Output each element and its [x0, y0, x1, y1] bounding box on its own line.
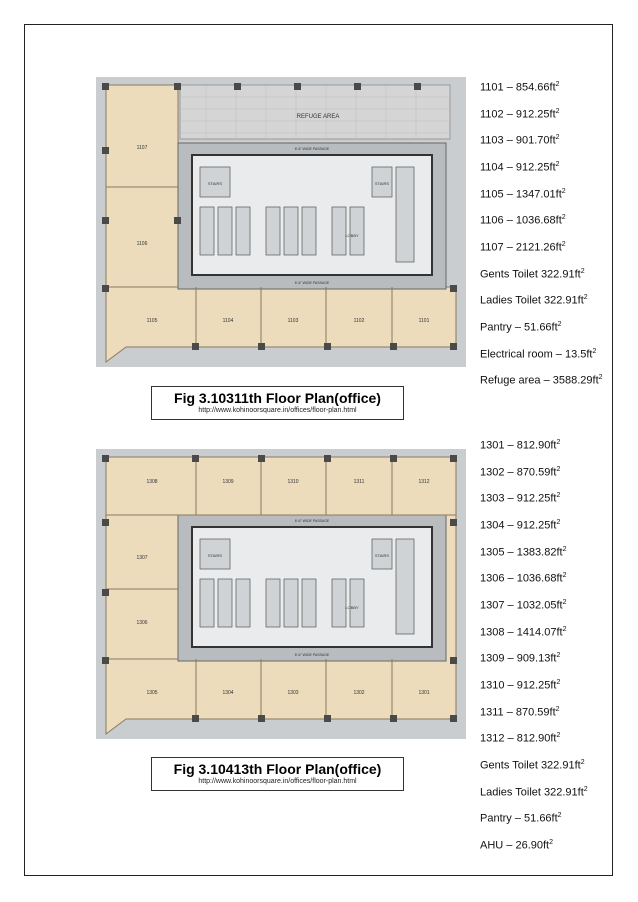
list-item: Gents Toilet $322.91ft^2$: [480, 267, 585, 281]
stairs-label-2: STAIRS: [374, 181, 390, 186]
unit-label: 1104: [222, 318, 234, 324]
list-item: $1311 - 870.59ft^2$: [480, 705, 560, 719]
fig1-caption-box: [151, 386, 404, 420]
fig2-caption-box: [151, 757, 404, 791]
fig1-caption: Fig 3.10311th Floor Plan(office): [174, 390, 381, 406]
fig1-source-url: http://www.kohinoorsquare.in/offices/floor-plan.html: [198, 407, 357, 414]
list-item: Ladies Toilet $322.91ft^2$: [480, 294, 588, 307]
fig2-source-url: http://www.kohinoorsquare.in/offices/floor-plan.html: [198, 778, 357, 785]
list-item: $1308 - 1414.07ft^2$: [480, 625, 567, 639]
list-item: $1102 - 912.25ft^2$: [480, 107, 560, 121]
list-item: AHU – $26.90ft^2$: [480, 838, 553, 852]
list-item: $1307 - 1032.05ft^2$: [480, 598, 567, 612]
passage-label-bottom: 6'-6" WIDE PASSAGE: [294, 281, 330, 285]
unit-label: 1307: [136, 555, 148, 561]
list-item: $1309 - 909.13ft^2$: [480, 652, 561, 665]
list-item: $1304 - 912.25ft^2$: [480, 518, 561, 532]
refuge-area-label: REFUGE AREA: [296, 114, 340, 120]
list-item: $1106 - 1036.68ft^2$: [480, 214, 566, 227]
unit-label: 1308: [146, 479, 158, 485]
passage-label-top: 6'-6" WIDE PASSAGE: [294, 519, 330, 523]
list-item: Ladies Toilet $322.91ft^2$: [480, 785, 588, 799]
list-item: $1306 - 1036.68ft^2$: [480, 572, 567, 585]
unit-label: 1301: [418, 690, 430, 696]
list-item: $1301 - 812.90ft^2$: [480, 439, 561, 452]
list-item: $1302 - 870.59ft^2$: [480, 465, 561, 479]
lobby-label: LOBBY: [345, 233, 359, 238]
fig2-caption: Fig 3.10413th Floor Plan(office): [173, 761, 382, 777]
list-item: $1107 - 2121.26ft^2$: [480, 240, 566, 254]
passage-label-top: 6'-6" WIDE PASSAGE: [294, 147, 330, 151]
stairs-label-2: STAIRS: [374, 553, 390, 558]
unit-label: 1304: [222, 690, 234, 696]
list-item: $1303 - 912.25ft^2$: [480, 492, 561, 505]
list-item: $1312 - 812.90ft^2$: [480, 732, 561, 745]
stairs-label-1: STAIRS: [207, 181, 223, 186]
areas-11th-list: [480, 78, 605, 398]
list-item: $1310 - 912.25ft^2$: [480, 678, 561, 692]
unit-label: 1105: [146, 318, 158, 324]
unit-label: 1107: [136, 145, 148, 151]
unit-label: 1101: [418, 318, 430, 324]
unit-label: 1312: [418, 479, 430, 485]
list-item: Gents Toilet $322.91ft^2$: [480, 758, 585, 772]
list-item: Pantry – $51.66ft^2$: [480, 320, 562, 334]
list-item: Pantry – $51.66ft^2$: [480, 812, 562, 825]
unit-label: 1305: [146, 690, 158, 696]
unit-label: 1302: [353, 690, 365, 696]
list-item: $1104 - 912.25ft^2$: [480, 160, 560, 174]
unit-label: 1309: [222, 479, 234, 485]
unit-label: 1106: [136, 241, 148, 247]
list-item: $1305 - 1383.82ft^2$: [480, 545, 567, 559]
lobby-label: LOBBY: [345, 605, 359, 610]
list-item: Refuge area – $3588.29ft^2$: [480, 374, 603, 387]
list-item: Electrical room – $13.5ft^2$: [480, 347, 597, 361]
floor-plan-13th-drawing: [96, 449, 466, 739]
unit-label: 1310: [287, 479, 299, 485]
list-item: $1103 - 901.70ft^2$: [480, 134, 560, 147]
areas-13th-list: [480, 436, 605, 863]
list-item: $1101 - 854.66ft^2$: [480, 81, 560, 94]
unit-label: 1311: [353, 479, 365, 485]
unit-label: 1102: [353, 318, 365, 324]
unit-label: 1103: [287, 318, 299, 324]
unit-label: 1303: [287, 690, 299, 696]
floor-plan-11th: [96, 77, 466, 367]
floor-plan-11th-drawing: [96, 77, 466, 367]
passage-label-bottom: 6'-6" WIDE PASSAGE: [294, 653, 330, 657]
list-item: $1105 - 1347.01ft^2$: [480, 187, 566, 201]
unit-label: 1306: [136, 620, 148, 626]
stairs-label-1: STAIRS: [207, 553, 223, 558]
floor-plan-13th: [96, 449, 466, 739]
